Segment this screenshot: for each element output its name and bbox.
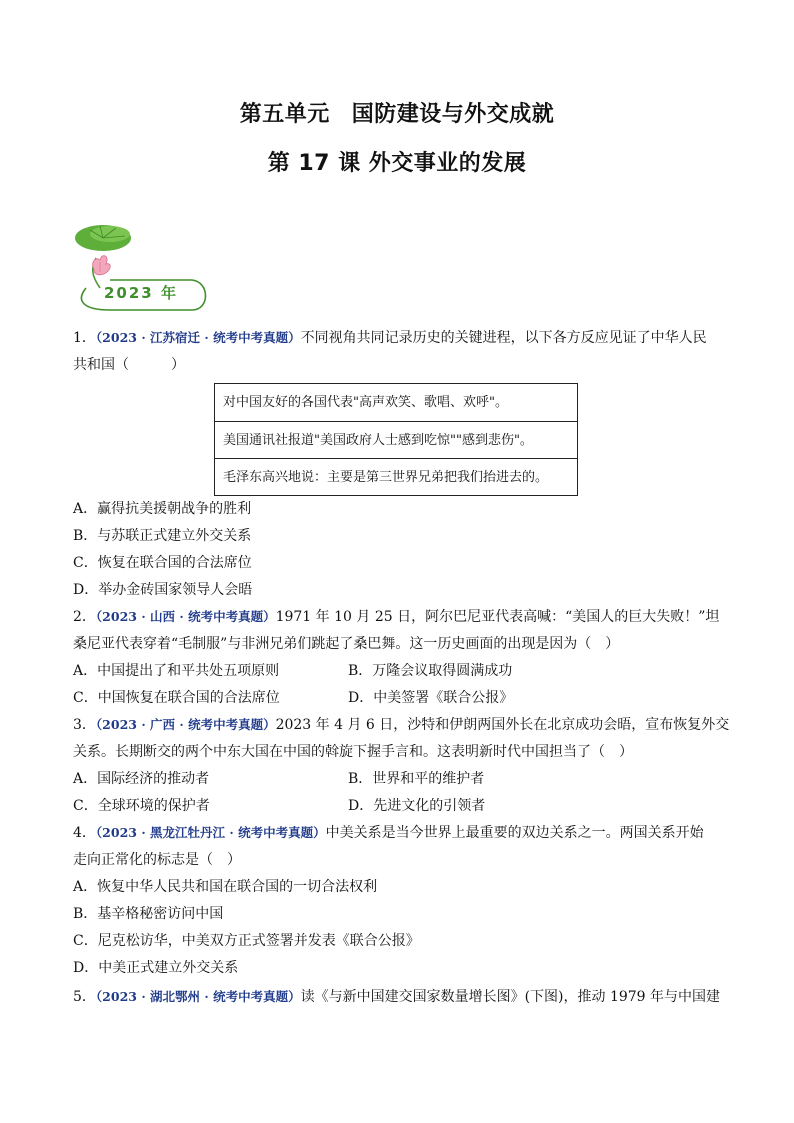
question-text: 读《与新中国建交国家数量增长图》(下图)，推动 1979 年与中国建 (300, 989, 721, 1005)
option-a[interactable]: A．中国提出了和平共处五项原则 (73, 663, 280, 679)
question-number: 5． (73, 989, 96, 1005)
question-source: （2023 · 黑龙江牡丹江 · 统考中考真题） (95, 825, 326, 840)
question-text: 中美关系是当今世界上最重要的双边关系之一。两国关系开始 (325, 825, 704, 841)
option-d[interactable]: D．中美正式建立外交关系 (73, 960, 239, 976)
unit-title (0, 97, 794, 128)
option-d[interactable]: D．先进文化的引领者 (348, 798, 486, 814)
unit-title-part1: 第五单元 (239, 102, 330, 127)
quote-table (214, 383, 578, 496)
lesson-title: 第 17 课 外交事业的发展 (267, 151, 527, 176)
option-a[interactable]: A．国际经济的推动者 (73, 771, 210, 787)
question-text: 2023 年 4 月 6 日，沙特和伊朗两国外长在北京成功会晤，宣布恢复外交 (275, 717, 730, 733)
option-d[interactable]: D．举办金砖国家领导人会晤 (73, 582, 253, 598)
option-c[interactable]: C．中国恢复在联合国的合法席位 (73, 690, 280, 706)
question-4-stem-line1 (73, 823, 733, 843)
question-source: （2023 · 江苏宿迁 · 统考中考真题） (95, 330, 301, 345)
question-text: 不同视角共同记录历史的关键进程，以下各方反应见证了中华人民 (300, 330, 707, 346)
option-c[interactable]: C．恢复在联合国的合法席位 (73, 555, 252, 571)
question-number: 3． (73, 717, 96, 733)
question-2-stem-line1 (73, 607, 733, 627)
option-c[interactable]: C．尼克松访华，中美双方正式签署并发表《联合公报》 (73, 933, 420, 949)
quote-row: 对中国友好的各国代表"高声欢笑、歌唱、欢呼"。 (215, 384, 577, 422)
quote-row: 美国通讯社报道"美国政府人士感到吃惊""感到悲伤"。 (215, 422, 577, 460)
unit-title-part2: 国防建设与外交成就 (351, 102, 555, 127)
option-b[interactable]: B．与苏联正式建立外交关系 (73, 528, 252, 544)
option-b[interactable]: B．基辛格秘密访问中国 (73, 906, 224, 922)
quote-row: 毛泽东高兴地说：主要是第三世界兄弟把我们抬进去的。 (223, 470, 549, 485)
question-source: （2023 · 山西 · 统考中考真题） (95, 609, 276, 624)
option-b[interactable]: B．世界和平的维护者 (348, 771, 485, 787)
question-source: （2023 · 湖北鄂州 · 统考中考真题） (95, 989, 301, 1004)
option-a[interactable]: A．恢复中华人民共和国在联合国的一切合法权利 (73, 879, 378, 895)
option-b[interactable]: B．万隆会议取得圆满成功 (348, 663, 513, 679)
question-3-stem-line2: 关系。长期断交的两个中东大国在中国的斡旋下握手言和。这表明新时代中国担当了（ ） (73, 744, 633, 760)
question-5-stem-line1 (73, 987, 733, 1007)
question-1-stem-line2: 共和国（ ） (73, 357, 185, 373)
option-a[interactable]: A．赢得抗美援朝战争的胜利 (73, 501, 252, 517)
question-source: （2023 · 广西 · 统考中考真题） (95, 717, 276, 732)
question-2-stem-line2: 桑尼亚代表穿着“毛制服”与非洲兄弟们跳起了桑巴舞。这一历史画面的出现是因为（ ） (73, 636, 620, 652)
question-number: 4． (73, 825, 96, 841)
question-number: 1． (73, 330, 96, 346)
year-badge-label: 2023 年 (104, 284, 178, 302)
question-1-stem-line1 (73, 328, 733, 348)
option-c[interactable]: C．全球环境的保护者 (73, 798, 210, 814)
question-text: 1971 年 10 月 25 日，阿尔巴尼亚代表高喊：“美国人的巨大失败！”坦 (275, 609, 720, 625)
option-d[interactable]: D．中美签署《联合公报》 (348, 690, 514, 706)
question-number: 2． (73, 609, 96, 625)
question-3-stem-line1 (73, 715, 733, 735)
question-4-stem-line2: 走向正常化的标志是（ ） (73, 852, 241, 868)
